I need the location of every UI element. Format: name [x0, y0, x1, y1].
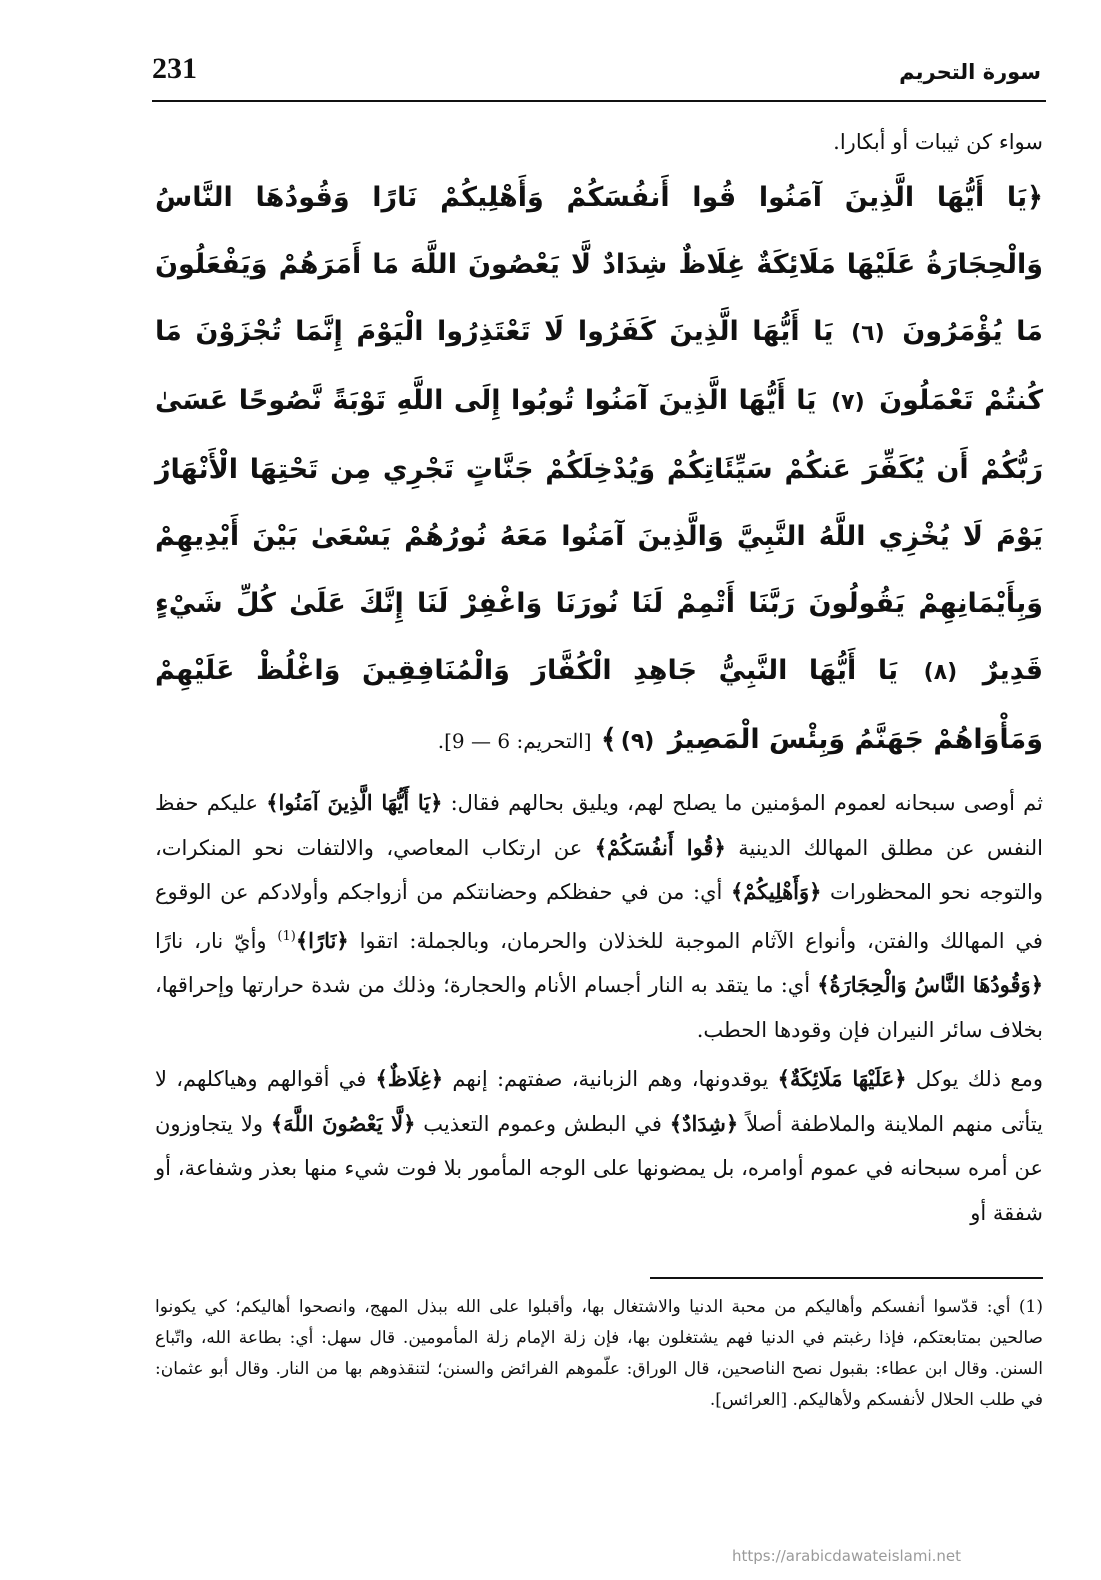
commentary-text: عن ارتكاب المعاصي، والالتفات نحو المنكرات، والتوجه نحو المحظورات	[155, 835, 1043, 904]
intro-line: سواء كن ثيبات أو أبكارا.	[833, 130, 1043, 154]
commentary-text: أي: ما يتقد به النار أجسام الأنام والحجارة؛ وذلك من شدة حرارتها وإحراقها، بخلاف سائر النيران فإن وقودها الحطب.	[155, 973, 1043, 1042]
ayah-marker: (٩)	[620, 729, 655, 754]
commentary-text: يوقدونها، وهم الزبانية، صفتهم: إنهم	[452, 1067, 769, 1091]
commentary-text: ومع ذلك يوكل	[915, 1067, 1043, 1091]
main-content	[155, 122, 1043, 1240]
header-rule	[152, 100, 1046, 102]
footnote-number: (1)	[1018, 1297, 1044, 1317]
verse-text: يَا أَيُّهَا النَّبِيُّ جَاهِدِ الْكُفَّارَ وَالْمُنَافِقِينَ وَاغْلُظْ عَلَيْهِمْ وَمَأْوَاهُمْ جَهَنَّمُ وَبِئْسَ الْمَصِيرُ	[155, 655, 1043, 755]
footnote-rule	[650, 1277, 1043, 1279]
watermark-url: https://arabicdawateislami.net	[732, 1547, 962, 1565]
commentary-text: وأيّ نار، نارًا	[155, 928, 267, 953]
verse-text: يَا أَيُّهَا الَّذِينَ كَفَرُوا لَا تَعْتَذِرُوا الْيَوْمَ إِنَّمَا تُجْزَوْنَ مَا كُنتُمْ تَعْمَلُونَ	[155, 316, 1044, 416]
closing-bracket: ﴾	[600, 724, 617, 755]
commentary-paragraph	[155, 1057, 1043, 1235]
commentary-text: أي: من في حفظكم وحضانتكم من أزواجكم وأولادكم عن الوقوع في المهالك والفتن، وأنواع الآثام الموجبة للخذلان والحرمان، وبالجملة: اتقوا	[155, 880, 1043, 953]
ayah-marker: (٦)	[851, 321, 885, 346]
ayah-marker: (٨)	[923, 660, 958, 685]
quoted-verse: ﴿لَّا يَعْصُونَ اللَّهَ﴾	[270, 1110, 416, 1136]
commentary-text: ولا يتجاوزون عن أمره سبحانه في عموم أوامره، بل يمضونها على الوجه المأمور بلا فوت شيء منها بعذر وشفاعة، أو شفقة أو	[155, 1111, 1043, 1225]
commentary-text: عليكم حفظ النفس عن مطلق المهالك الدينية	[155, 791, 1043, 860]
verse-text: ﴿يَا أَيُّهَا الَّذِينَ آمَنُوا قُوا أَنفُسَكُمْ وَأَهْلِيكُمْ نَارًا وَقُودُهَا النَّاسُ وَالْحِجَارَةُ عَلَيْهَا مَلَائِكَةٌ غِلَاظٌ شِدَادٌ لَّا يَعْصُونَ اللَّهَ مَا أَمَرَهُمْ وَيَفْعَلُونَ مَا يُؤْمَرُونَ	[155, 182, 1043, 347]
quoted-verse: ﴿وَأَهْلِيكُمْ﴾	[730, 879, 822, 904]
quoted-verse: ﴿غِلَاظٌ﴾	[375, 1066, 444, 1091]
quoted-verse: ﴿شِدَادٌ﴾	[669, 1110, 739, 1136]
commentary-text: ثم أوصى سبحانه لعموم المؤمنين ما يصلح لهم، ويليق بحالهم فقال:	[450, 791, 1043, 815]
footnote-reference: (1)	[277, 928, 296, 944]
footnote-text: أي: قدّسوا أنفسكم وأهاليكم من محبة الدنيا والاشتغال بها، وأقبلوا على الله ببذل المهج، وانصحوا أهاليكم؛ كي يكونوا صالحين بمتابعتكم، فإذا رغبتم في الدنيا فهم يشتغلون بها، فإن زلة الإمام زلة المأمومين. قال سهل: أي: بطاعة الله، واتّباع السنن. وقال ابن عطاء: بقبول نصح الناصحين، قال الوراق: علّموهم الفرائض والسنن؛ لتنقذوهم بها من النار. وقال أبو عثمان: في طلب الحلال لأنفسكم ولأهاليكم. [العرائس].	[155, 1297, 1043, 1410]
quoted-verse: ﴿وَقُودُهَا النَّاسُ وَالْحِجَارَةُ﴾	[817, 972, 1044, 997]
commentary-text: في أقوالهم وهياكلهم، لا يتأتى منهم الملاينة والملاطفة أصلاً	[155, 1067, 1043, 1136]
quoted-verse: ﴿عَلَيْهَا مَلَائِكَةٌ﴾	[777, 1066, 907, 1091]
verse-citation: [التحريم: 6 — 9].	[437, 729, 592, 753]
quoted-verse: ﴿نَارًا﴾	[295, 927, 349, 953]
quoted-verse: ﴿قُوا أَنفُسَكُمْ﴾	[594, 834, 726, 860]
quoted-verse: ﴿يَا أَيُّهَا الَّذِينَ آمَنُوا﴾	[266, 790, 443, 815]
surah-title: سورة التحريم	[899, 60, 1041, 84]
page-number: 231	[152, 52, 197, 85]
commentary-text: في البطش وعموم التعذيب	[423, 1111, 662, 1136]
ayah-marker: (٧)	[831, 390, 865, 415]
quran-verses	[155, 164, 1043, 775]
commentary-paragraph	[155, 781, 1043, 1052]
footnote	[155, 1292, 1043, 1416]
verse-text: يَا أَيُّهَا الَّذِينَ آمَنُوا تُوبُوا إِلَى اللَّهِ تَوْبَةً نَّصُوحًا عَسَىٰ رَبُّكُمْ أَن يُكَفِّرَ عَنكُمْ سَيِّئَاتِكُمْ وَيُدْخِلَكُمْ جَنَّاتٍ تَجْرِي مِن تَحْتِهَا الْأَنْهَارُ يَوْمَ لَا يُخْزِي اللَّهُ النَّبِيَّ وَالَّذِينَ آمَنُوا مَعَهُ نُورُهُمْ يَسْعَىٰ بَيْنَ أَيْدِيهِمْ وَبِأَيْمَانِهِمْ يَقُولُونَ رَبَّنَا أَتْمِمْ لَنَا نُورَنَا وَاغْفِرْ لَنَا إِنَّكَ عَلَىٰ كُلِّ شَيْءٍ قَدِيرٌ	[155, 385, 1044, 686]
